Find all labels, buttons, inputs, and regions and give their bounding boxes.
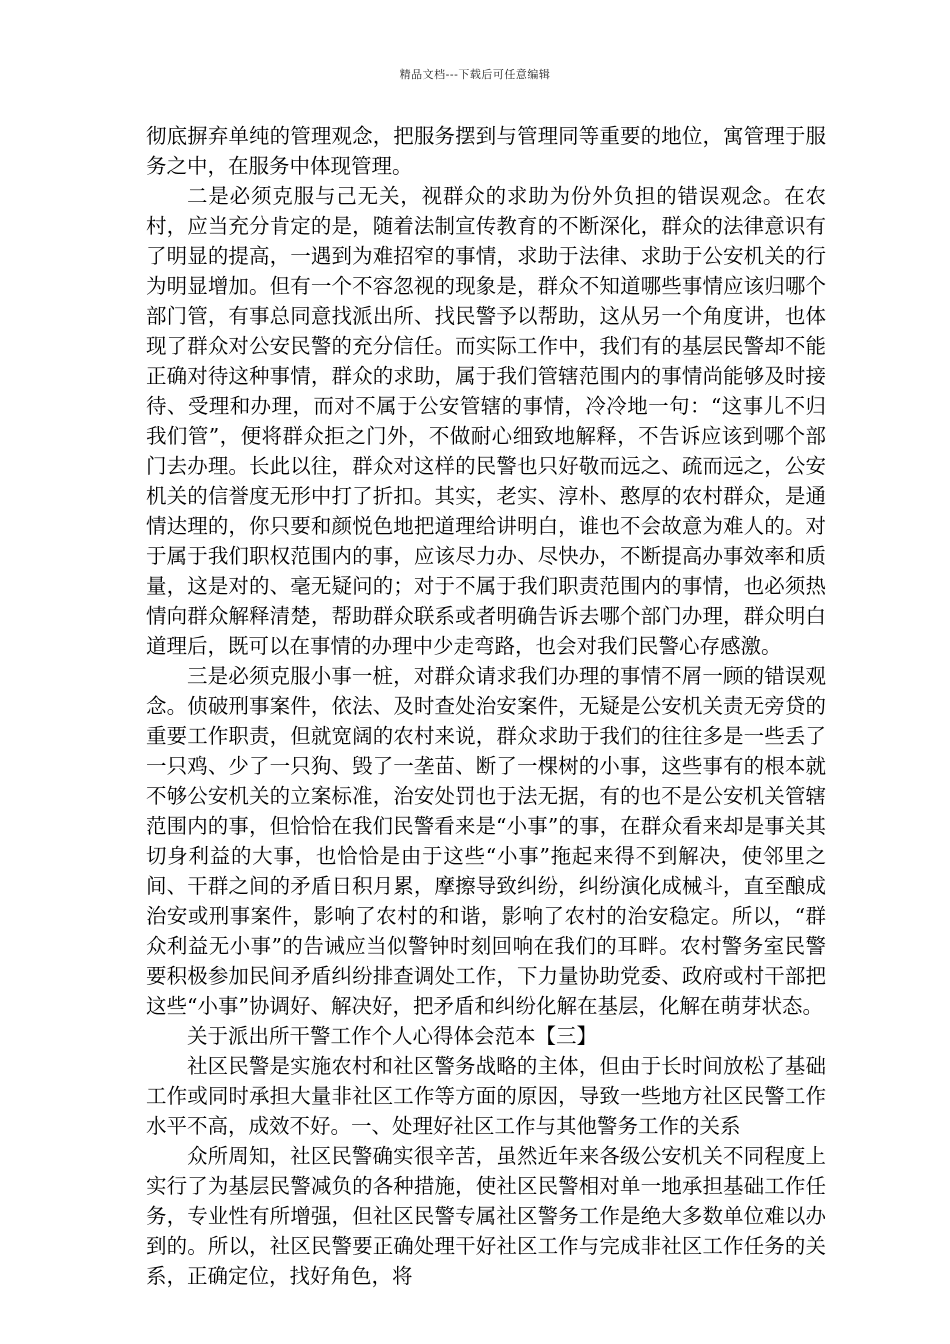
section-heading: 关于派出所干警工作个人心得体会范本【三】 <box>187 1024 597 1048</box>
header-note: 精品文档---下载后可任意编辑 <box>399 68 551 81</box>
paragraph-community-police: 社区民警是实施农村和社区警务战略的主体，但由于长时间放松了基础工作或同时承担大量非社区工作等方面的原因，导致一些地方社区民警工作水平不高，成效不好。一、处理好社区工作与其他警务工作的关系 <box>146 1054 826 1138</box>
paragraph-continuation: 彻底摒弃单纯的管理观念，把服务摆到与管理同等重要的地位，寓管理于服务之中，在服务中体现管理。 <box>146 124 826 178</box>
paragraph-well-known: 众所周知，社区民警确实很辛苦，虽然近年来各级公安机关不同程度上实行了为基层民警减负的各种措施，使社区民警相对单一地承担基础工作任务，专业性有所增强，但社区民警专属社区警务工作是绝大多数单位难以办到的。所以，社区民警要正确处理干好社区工作与完成非社区工作任务的关系，正确定位，找好角色，将 <box>146 1144 826 1288</box>
paragraph-point-two: 二是必须克服与己无关，视群众的求助为份外负担的错误观念。在农村，应当充分肯定的是，随着法制宣传教育的不断深化，群众的法律意识有了明显的提高，一遇到为难招窄的事情，求助于法律、求助于公安机关的行为明显增加。但有一个不容忽视的现象是，群众不知道哪些事情应该归哪个部门管，有事总同意找派出所、找民警予以帮助，这从另一个角度讲，也体现了群众对公安民警的充分信任。而实际工作中，我们有的基层民警却不能正确对待这种事情，群众的求助，属于我们管辖范围内的事情尚能够及时接待、受理和办理，而对不属于公安管辖的事情，冷冷地一句：“这事儿不归我们管”，便将群众拒之门外，不做耐心细致地解释，不告诉应该到哪个部门去办理。长此以往，群众对这样的民警也只好敬而远之、疏而远之，公安机关的信誉度无形中打了折扣。其实，老实、淳朴、憨厚的农村群众，是通情达理的，你只要和颜悦色地把道理给讲明白，谁也不会故意为难人的。对于属于我们职权范围内的事，应该尽力办、尽快办，不断提高办事效率和质量，这是对的、毫无疑问的；对于不属于我们职责范围内的事情，也必须热情向群众解释清楚，帮助群众联系或者明确告诉去哪个部门办理，群众明白道理后，既可以在事情的办理中少走弯路，也会对我们民警心存感激。 <box>146 184 826 658</box>
paragraph-point-three: 三是必须克服小事一桩，对群众请求我们办理的事情不屑一顾的错误观念。侦破刑事案件，依法、及时查处治安案件，无疑是公安机关责无旁贷的重要工作职责，但就宽阔的农村来说，群众求助于我们的往往多是一些丢了一只鸡、少了一只狗、毁了一垄苗、断了一棵树的小事，这些事有的根本就不够公安机关的立案标准，治安处罚也于法无据，有的也不是公安机关管辖范围内的事，但恰恰在我们民警看来是“小事”的事，在群众看来却是事关其切身利益的大事，也恰恰是由于这些“小事”拖起来得不到解决，使邻里之间、干群之间的矛盾日积月累，摩擦导致纠纷，纠纷演化成械斗，直至酿成治安或刑事案件，影响了农村的和谐，影响了农村的治安稳定。所以，“群众利益无小事”的告诫应当似警钟时刻回响在我们的耳畔。农村警务室民警要积极参加民间矛盾纠纷排查调处工作，下力量协助党委、政府或村干部把这些“小事”协调好、解决好，把矛盾和纠纷化解在基层，化解在萌芽状态。 <box>146 664 826 1018</box>
document-body <box>146 121 826 1291</box>
